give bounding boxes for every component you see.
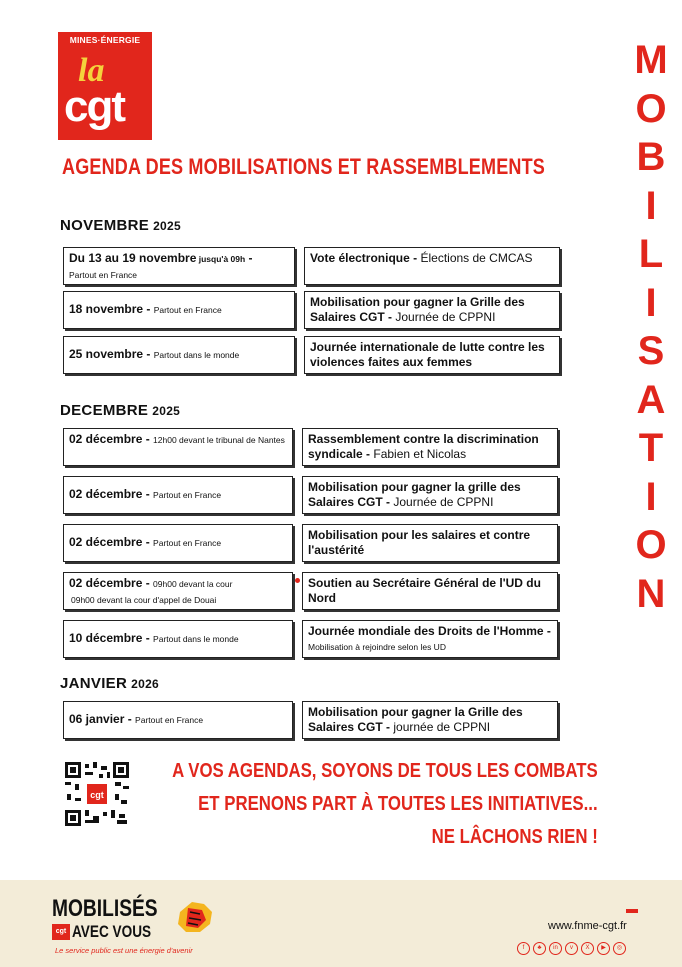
event-title-box <box>304 336 560 374</box>
event-date: 10 décembre - <box>69 631 154 645</box>
letter: A <box>636 377 666 422</box>
event-desc: Fabien et Nicolas <box>373 447 467 461</box>
month-year: 2025 <box>153 219 181 233</box>
logo-cgt: cgt <box>64 82 124 131</box>
event-title: Rassemblement contre la discrimination syndicale - <box>308 432 539 461</box>
event-title-box <box>302 476 558 514</box>
letter: B <box>636 135 666 179</box>
letter: N <box>636 571 666 616</box>
event-place: Partout dans le monde <box>153 350 240 360</box>
event-place: Partout en France <box>153 305 222 315</box>
facebook-icon[interactable]: f <box>517 942 530 955</box>
event-title-box <box>302 428 558 466</box>
instagram-icon[interactable]: ◎ <box>613 942 626 955</box>
month-heading-december <box>60 402 180 419</box>
event-desc: Mobilisation à rejoindre selon les UD <box>308 642 446 652</box>
event-title-box <box>302 524 558 562</box>
event-date-box <box>63 701 293 739</box>
event-title-box <box>302 572 558 610</box>
v-icon[interactable]: v <box>565 942 578 955</box>
event-date-box <box>63 524 293 562</box>
letter: O <box>635 523 667 567</box>
event-title-box <box>302 620 558 658</box>
event-title: Mobilisation pour gagner la Grille des Salaires CGT - <box>310 295 525 324</box>
month-name: DECEMBRE <box>60 402 149 419</box>
youtube-icon[interactable]: ▶ <box>597 942 610 955</box>
event-date: 02 décembre - <box>69 487 154 501</box>
footer-mobilises: MOBILISÉS <box>52 895 158 922</box>
letter: O <box>635 86 667 131</box>
month-name: JANVIER <box>60 675 128 692</box>
event-date-box <box>63 428 293 466</box>
event-title: Journée mondiale des Droits de l'Homme - <box>308 624 551 638</box>
event-date-box <box>63 620 293 658</box>
cgt-logo <box>58 32 152 140</box>
slogan-line-1: A VOS AGENDAS, SOYONS DE TOUS LES COMBATS <box>172 760 598 782</box>
month-year: 2026 <box>131 677 160 691</box>
event-date-box <box>63 247 295 285</box>
event-place: 12h00 devant le tribunal de Nantes <box>153 435 285 445</box>
event-title: Vote électronique - <box>310 251 421 265</box>
event-date: 18 novembre - <box>69 302 154 316</box>
website-link[interactable]: www.fnme-cgt.fr <box>548 920 627 932</box>
event-place: Partout en France <box>153 490 222 500</box>
letter: M <box>634 38 668 82</box>
event-title: Soutien au Secrétaire Général de l'UD du Nord <box>308 576 541 605</box>
slogan-line-3: NE LÂCHONS RIEN ! <box>431 826 598 848</box>
event-date: 02 décembre - <box>69 432 154 446</box>
logo-la: la <box>78 52 105 89</box>
month-heading-january <box>60 675 159 692</box>
qr-center-logo: cgt <box>90 790 104 800</box>
footer-tagline: Le service public est une énergie d'avenir <box>55 946 193 955</box>
event-date: 25 novembre - <box>69 347 154 361</box>
event-date: Du 13 au 19 novembre <box>69 251 197 265</box>
letter: T <box>638 426 664 470</box>
vertical-mobilisation <box>628 36 674 618</box>
event-place: Partout dans le monde <box>153 634 239 644</box>
event-place: Partout en France <box>69 270 138 280</box>
social-icons <box>517 936 629 955</box>
letter: I <box>645 474 657 519</box>
event-place: Partout en France <box>135 715 204 725</box>
letter: L <box>638 232 664 276</box>
event-title: Mobilisation pour gagner la Grille des Salaires CGT - <box>308 705 523 734</box>
event-date-box <box>63 572 293 610</box>
footer-cgt-logo: cgt <box>52 924 70 940</box>
event-date-box <box>63 336 295 374</box>
month-heading-november <box>60 217 181 234</box>
event-dash: - <box>245 251 253 265</box>
event-place: 09h00 devant la cour <box>153 579 233 589</box>
event-date: 06 janvier - <box>69 712 136 726</box>
event-place: Partout en France <box>153 538 222 548</box>
letter: S <box>637 329 665 373</box>
event-date-box <box>63 291 295 329</box>
event-place-detail: 09h00 devant la cour d'appel de Douai <box>71 595 217 605</box>
month-year: 2025 <box>152 404 181 418</box>
event-date-extra: jusqu'à 09h <box>196 254 246 264</box>
event-title-box <box>304 247 560 285</box>
footer-dash <box>626 909 638 913</box>
event-title: Journée internationale de lutte contre les violences faites aux femmes <box>310 340 545 369</box>
linkedin-icon[interactable]: in <box>549 942 562 955</box>
letter: I <box>645 183 657 228</box>
slogan-line-2: ET PRENONS PART À TOUTES LES INITIATIVES... <box>198 793 598 815</box>
fist-icon <box>174 898 216 936</box>
event-title: Mobilisation pour gagner la grille des Salaires CGT - <box>308 480 521 509</box>
letter: I <box>645 280 657 325</box>
logo-subtitle: MINES·ÉNERGIE <box>69 35 141 45</box>
event-date: 02 décembre - <box>69 535 154 549</box>
bullet-dot <box>295 578 300 583</box>
page-title: AGENDA DES MOBILISATIONS ET RASSEMBLEMENTS <box>62 154 545 179</box>
event-title: Mobilisation pour les salaires et contre l'austérité <box>308 528 531 557</box>
month-name: NOVEMBRE <box>60 217 150 234</box>
qr-code <box>65 762 129 826</box>
event-date: 02 décembre - <box>69 576 154 590</box>
event-title-box <box>304 291 560 329</box>
club-icon[interactable]: ♣ <box>533 942 546 955</box>
event-desc: Journée de CPPNI <box>393 495 494 509</box>
event-desc: journée de CPPNI <box>393 720 491 734</box>
event-date-box <box>63 476 293 514</box>
footer-avec-vous: AVEC VOUS <box>72 922 152 941</box>
event-title-box <box>302 701 558 739</box>
event-desc: Journée de CPPNI <box>395 310 496 324</box>
event-desc: Élections de CMCAS <box>420 251 533 265</box>
x-icon[interactable]: X <box>581 942 594 955</box>
